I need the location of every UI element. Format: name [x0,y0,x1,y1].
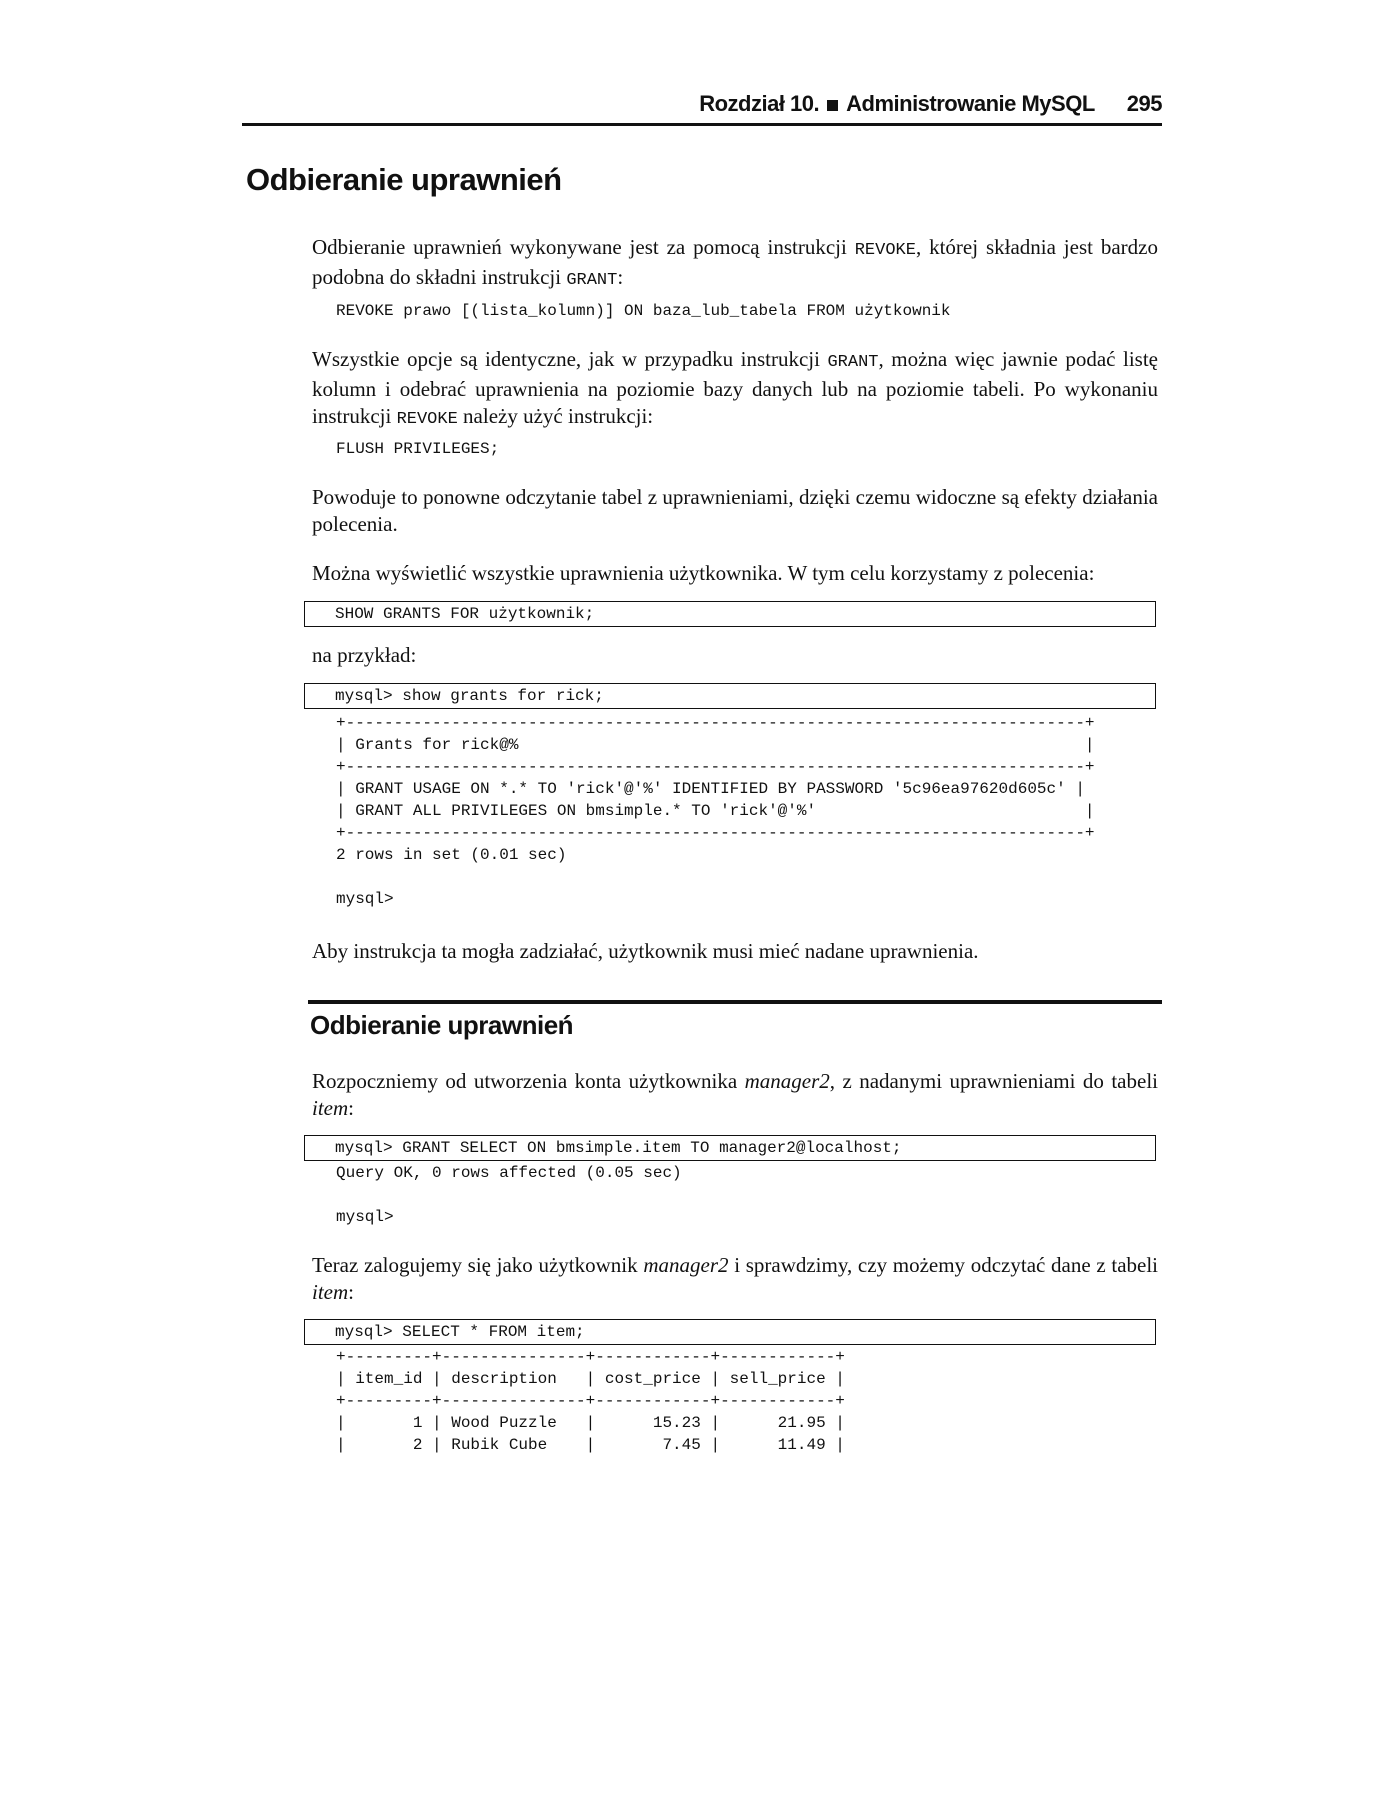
page-number: 295 [1126,91,1162,116]
paragraph: Teraz zalogujemy się jako użytkownik manager2 i sprawdzimy, czy możemy odczytać dane z tabeli item: [312,1253,1159,1304]
inline-code: REVOKE [854,241,916,260]
code-block: FLUSH PRIVILEGES; [336,440,500,458]
command-line: mysql> show grants for rick; [335,687,604,705]
inline-code: GRANT [827,353,879,372]
command-line: SHOW GRANTS FOR użytkownik; [335,605,595,623]
command-box [304,1135,1156,1161]
paragraph: Można wyświetlić wszystkie uprawnienia użytkownika. W tym celu korzystamy z polecenia: [312,561,1095,585]
command-output: +---------+---------------+------------+------------+ | item_id | description | cost_price | sell_price | +---------+---------------+------------+------------+ | 1 | Wood Puzzle | 15.23 | 21.95 | | 2 | Rubik Cube | 7.45 | 11.49 | [336,1348,845,1454]
paragraph: Powoduje to ponowne odczytanie tabel z uprawnieniami, dzięki czemu widoczne są efekty działania polecenia. [312,485,1158,536]
heading-rule [308,1000,1162,1004]
emphasis: item [312,1096,349,1120]
emphasis: manager2 [643,1253,729,1277]
command-box [304,601,1156,627]
paragraph: Rozpoczniemy od utworzenia konta użytkownika manager2, z nadanymi uprawnieniami do tabeli item: [312,1069,1158,1120]
command-box [304,1319,1156,1345]
inline-code: GRANT [566,271,618,290]
paragraph: Aby instrukcja ta mogła zadziałać, użytkownik musi mieć nadane uprawnienia. [312,939,979,963]
square-bullet-icon [827,100,838,111]
command-output: +-----------------------------------------------------------------------------+ | Grants for rick@% | +-----------------------------------------------------------------------------+ | GRANT USAGE ON *.* TO 'rick'@'%' IDENTIFIED BY PASSWORD '5c96ea97620d605c' | | GRANT ALL PRIVILEGES ON bmsimple.* TO 'rick'@'%' | +-----------------------------------------------------------------------------+ 2 rows in set (0.01 sec) mysql> [336,714,1095,908]
code-block: REVOKE prawo [(lista_kolumn)] ON baza_lub_tabela FROM użytkownik [336,302,951,320]
paragraph: Wszystkie opcje są identyczne, jak w przypadku instrukcji GRANT, można więc jawnie podać listę kolumn i odebrać uprawnienia na poziomie bazy danych lub na poziomie tabeli. Po wykonaniu instrukcji REVOKE należy użyć instrukcji: [312,347,1158,429]
subsection-heading: Odbieranie uprawnień [310,1010,574,1040]
running-header [242,92,1162,126]
paragraph: na przykład: [312,643,417,667]
chapter-title: Administrowanie MySQL [846,91,1095,116]
command-output: Query OK, 0 rows affected (0.05 sec) mysql> [336,1164,682,1226]
chapter-label: Rozdział 10. [699,91,820,116]
command-box [304,683,1156,709]
command-line: mysql> SELECT * FROM item; [335,1323,585,1341]
paragraph: Odbieranie uprawnień wykonywane jest za pomocą instrukcji REVOKE, której składnia jest bardzo podobna do składni instrukcji GRANT: [312,235,1158,290]
emphasis: item [312,1280,349,1304]
emphasis: manager2 [744,1069,830,1093]
section-heading: Odbieranie uprawnień [246,162,562,197]
inline-code: REVOKE [396,410,458,429]
command-line: mysql> GRANT SELECT ON bmsimple.item TO manager2@localhost; [335,1139,902,1157]
